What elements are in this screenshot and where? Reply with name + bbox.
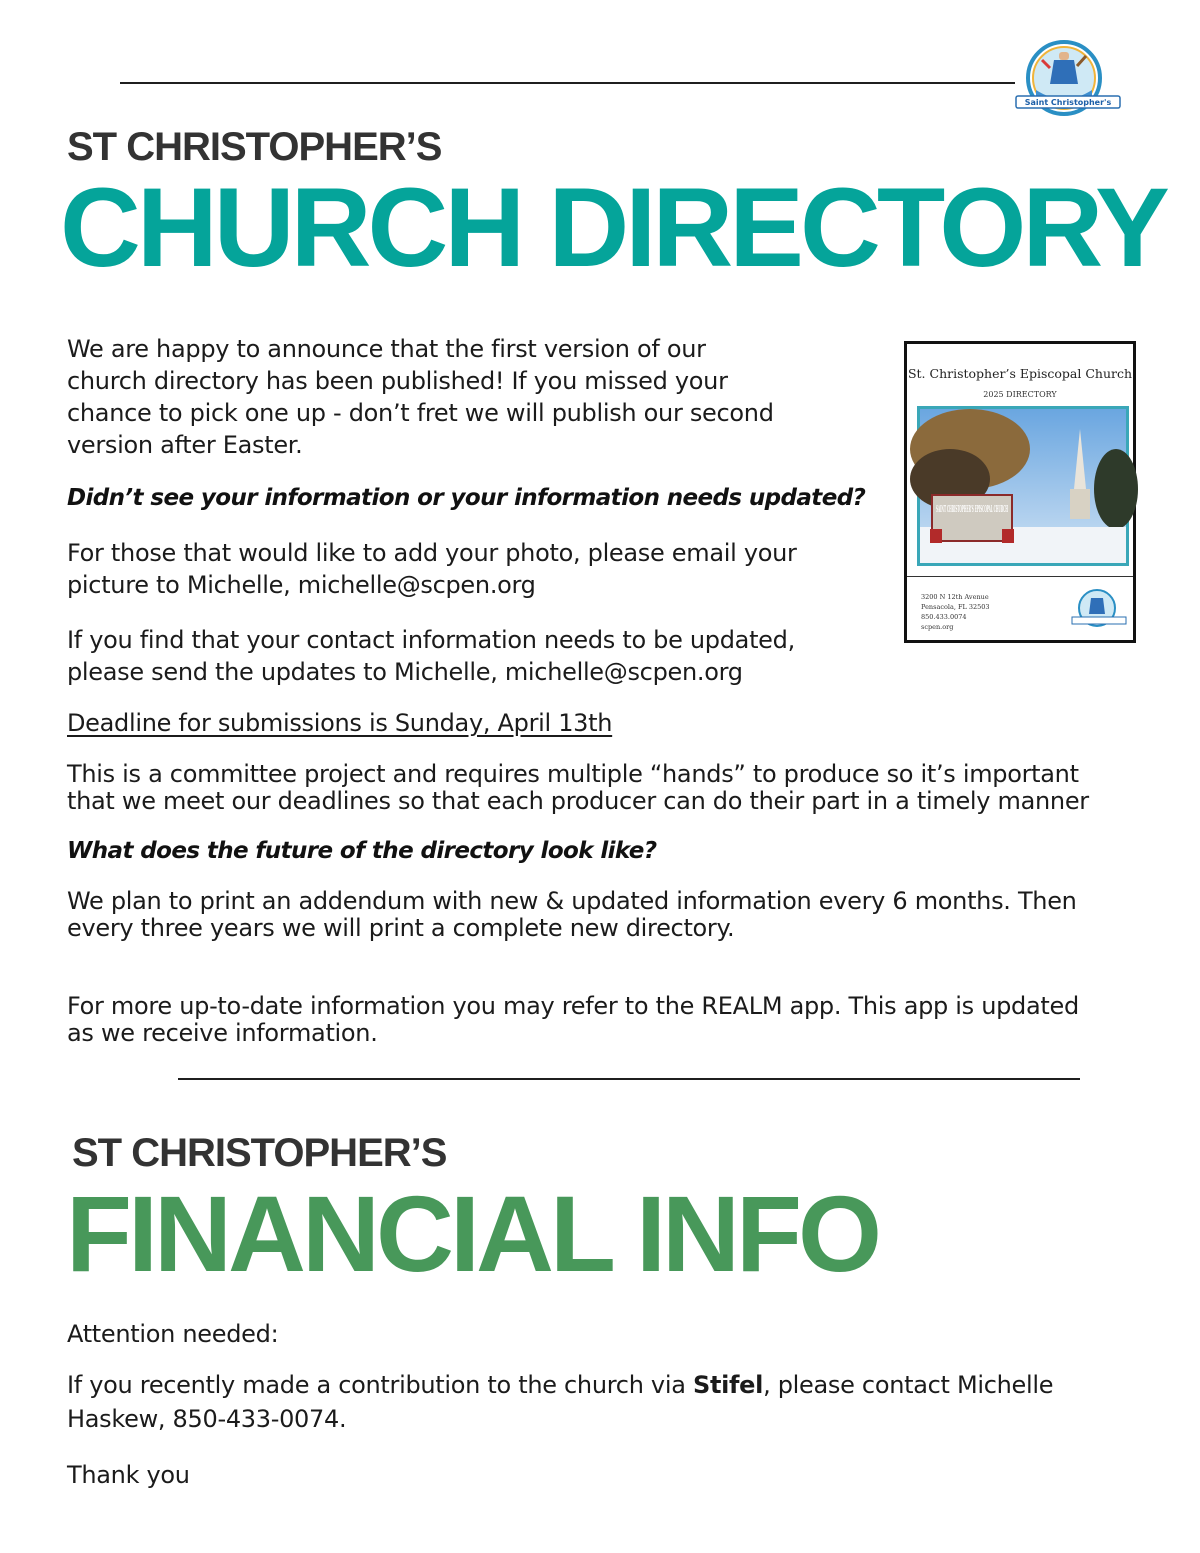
contribution-paragraph xyxy=(67,1368,1053,1436)
photo-line: For those that would like to add your photo, please email your xyxy=(67,539,797,567)
committee-line: that we meet our deadlines so that each producer can do their part in a timely manner xyxy=(67,787,1089,815)
church-logo xyxy=(1014,38,1122,122)
realm-line: as we receive information. xyxy=(67,1019,378,1047)
cover-address xyxy=(921,592,990,632)
cover-title: St. Christopher’s Episcopal Church xyxy=(907,366,1133,381)
directory-cover-image xyxy=(904,341,1136,643)
realm-line: For more up-to-date information you may refer to the REALM app. This app is updated xyxy=(67,992,1079,1020)
thank-you-text: Thank you xyxy=(67,1461,190,1489)
contact-line: please send the updates to Michelle, michelle@scpen.org xyxy=(67,658,743,686)
intro-paragraph xyxy=(67,333,774,461)
intro-line: chance to pick one up - don’t fret we will publish our second xyxy=(67,399,774,427)
intro-line: We are happy to announce that the first version of our xyxy=(67,335,706,363)
deadline-text: Deadline for submissions is Sunday, April 13th xyxy=(67,709,613,737)
directory-title: CHURCH DIRECTORY xyxy=(60,165,1166,290)
section-divider xyxy=(178,1078,1080,1080)
cover-address-line: 850.433.0074 xyxy=(921,613,967,621)
directory-kicker: ST CHRISTOPHER’S xyxy=(67,125,442,169)
top-divider xyxy=(120,82,1015,84)
cover-divider xyxy=(907,576,1133,577)
future-paragraph xyxy=(67,888,1077,942)
committee-line: This is a committee project and requires multiple “hands” to produce so it’s important xyxy=(67,760,1079,788)
intro-line: church directory has been published! If you missed your xyxy=(67,367,728,395)
committee-paragraph xyxy=(67,761,1089,815)
intro-line: version after Easter. xyxy=(67,431,303,459)
contribution-text-end: , please contact Michelle xyxy=(763,1371,1054,1399)
financial-kicker: ST CHRISTOPHER’S xyxy=(72,1131,447,1175)
cover-address-line: scpen.org xyxy=(921,623,954,631)
attention-text: Attention needed: xyxy=(67,1320,279,1348)
cover-subtitle: 2025 DIRECTORY xyxy=(983,390,1057,399)
question-heading-future: What does the future of the directory look like? xyxy=(67,838,657,864)
cover-address-line: Pensacola, FL 32503 xyxy=(921,603,990,611)
cover-sign-text: SAINT CHRISTOPHER’S EPISCOPAL CHURCH xyxy=(936,505,1009,515)
logo-banner-text: Saint Christopher's xyxy=(1024,98,1112,107)
photo-paragraph xyxy=(67,537,797,601)
future-line: We plan to print an addendum with new & updated information every 6 months. Then xyxy=(67,887,1077,915)
stifel-bold: Stifel xyxy=(692,1371,764,1399)
photo-line: picture to Michelle, michelle@scpen.org xyxy=(67,571,536,599)
contact-line: If you find that your contact information needs to be updated, xyxy=(67,626,795,654)
realm-paragraph xyxy=(67,993,1079,1047)
financial-title: FINANCIAL INFO xyxy=(66,1173,878,1294)
contribution-text: If you recently made a contribution to the church via xyxy=(67,1371,693,1399)
contribution-line xyxy=(67,1368,1053,1402)
question-heading-update: Didn’t see your information or your information needs updated? xyxy=(67,485,866,511)
cover-logo xyxy=(1071,588,1127,632)
cover-photo xyxy=(917,406,1129,566)
contribution-line: Haskew, 850-433-0074. xyxy=(67,1405,347,1433)
future-line: every three years we will print a complete new directory. xyxy=(67,914,735,942)
cover-address-line: 3200 N 12th Avenue xyxy=(921,593,989,601)
contact-paragraph xyxy=(67,624,795,688)
